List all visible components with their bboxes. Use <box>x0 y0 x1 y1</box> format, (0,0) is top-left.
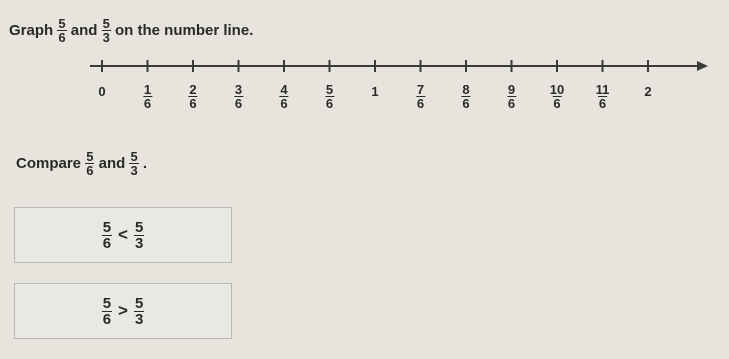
label-numerator: 8 <box>462 82 470 97</box>
label-denominator: 6 <box>598 96 607 111</box>
label-numerator: 3 <box>234 82 243 97</box>
label-numerator: 4 <box>280 82 288 97</box>
label-numerator: 1 <box>143 82 152 97</box>
label-denominator: 6 <box>462 96 470 111</box>
label-denominator: 6 <box>553 96 561 111</box>
compare-prompt <box>16 150 147 177</box>
label-denominator: 6 <box>189 96 197 111</box>
prompt-word-and: and <box>70 22 98 39</box>
label-denominator: 6 <box>507 96 516 111</box>
number-line-arrowhead <box>697 61 708 71</box>
choice-left-fraction <box>102 220 112 251</box>
prompt-fraction-5-6 <box>57 17 66 44</box>
fraction-denominator: 6 <box>102 310 112 328</box>
number-line-label <box>416 83 425 110</box>
choice-right-fraction <box>134 220 144 251</box>
answer-choice-less-than[interactable] <box>14 207 232 263</box>
label-denominator: 6 <box>234 96 243 111</box>
label-whole: 0 <box>98 84 106 99</box>
label-denominator: 6 <box>416 96 425 111</box>
compare-fraction-5-3 <box>129 150 138 177</box>
fraction-numerator: 5 <box>58 16 66 31</box>
number-line-label <box>98 85 105 98</box>
compare-word: Compare <box>16 155 82 172</box>
prompt-word-graph: Graph <box>9 22 54 39</box>
fraction-denominator: 6 <box>86 163 94 178</box>
number-line-label <box>188 83 197 110</box>
compare-word-and: and <box>98 155 126 172</box>
fraction-numerator: 5 <box>102 218 112 236</box>
choice-right-fraction <box>134 296 144 327</box>
number-line-label <box>234 83 243 110</box>
number-line-label <box>279 83 288 110</box>
number-line-label <box>595 83 611 110</box>
fraction-numerator: 5 <box>130 149 138 164</box>
number-line-label <box>371 85 378 98</box>
comparison-operator: < <box>118 225 128 244</box>
answer-choice-greater-than[interactable] <box>14 283 232 339</box>
number-line-axis[interactable] <box>0 55 729 85</box>
fraction-denominator: 3 <box>134 310 144 328</box>
fraction-numerator: 5 <box>102 16 110 31</box>
fraction-denominator: 3 <box>102 30 110 45</box>
label-numerator: 7 <box>416 82 425 97</box>
number-line-label <box>461 83 470 110</box>
question-prompt <box>9 17 253 44</box>
label-whole: 1 <box>371 84 379 99</box>
number-line-label <box>507 83 516 110</box>
fraction-denominator: 3 <box>130 163 138 178</box>
comparison-operator: > <box>118 301 128 320</box>
number-line[interactable] <box>0 55 729 130</box>
prompt-word-rest: on the number line. <box>115 22 254 39</box>
label-numerator: 10 <box>549 82 565 97</box>
fraction-denominator: 6 <box>58 30 66 45</box>
fraction-denominator: 3 <box>134 234 144 252</box>
label-denominator: 6 <box>143 96 152 111</box>
fraction-numerator: 5 <box>102 294 112 312</box>
label-numerator: 9 <box>507 82 516 97</box>
label-denominator: 6 <box>280 96 288 111</box>
compare-fraction-5-6 <box>85 150 94 177</box>
fraction-denominator: 6 <box>102 234 112 252</box>
prompt-fraction-5-3 <box>102 17 111 44</box>
label-denominator: 6 <box>325 96 334 111</box>
fraction-numerator: 5 <box>86 149 94 164</box>
label-whole: 2 <box>644 84 652 99</box>
label-numerator: 11 <box>595 82 610 97</box>
number-line-label <box>644 85 651 98</box>
label-numerator: 2 <box>189 82 197 97</box>
number-line-label <box>325 83 334 110</box>
fraction-numerator: 5 <box>134 294 144 312</box>
choice-left-fraction <box>102 296 112 327</box>
number-line-label <box>143 83 152 110</box>
label-numerator: 5 <box>325 82 334 97</box>
number-line-label <box>549 83 565 110</box>
fraction-numerator: 5 <box>134 218 144 236</box>
compare-punct: . <box>142 155 148 172</box>
